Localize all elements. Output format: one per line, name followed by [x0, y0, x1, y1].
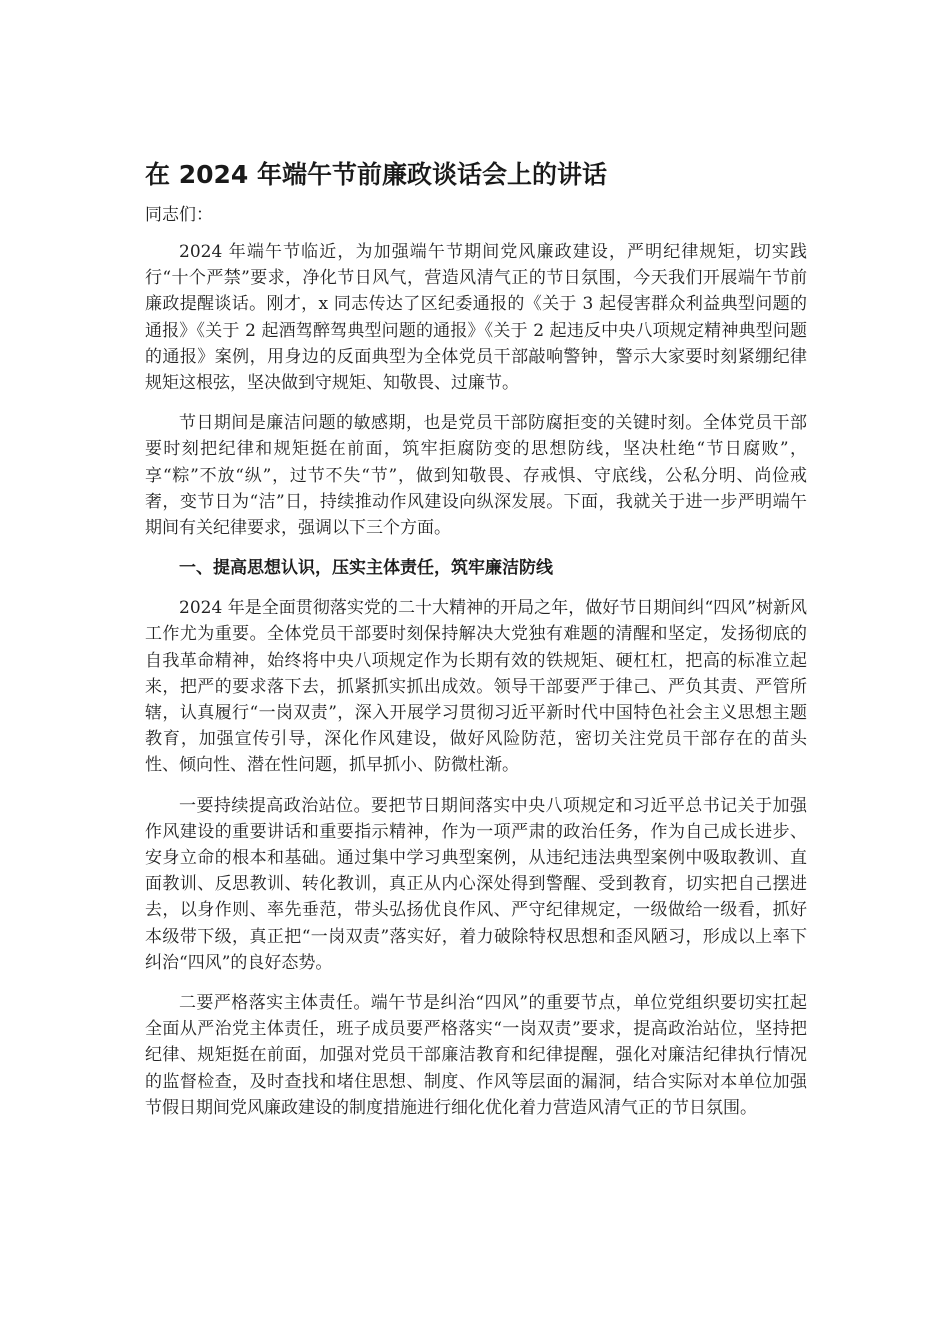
paragraph: 2024 年是全面贯彻落实党的二十大精神的开局之年，做好节日期间纠“四风”树新风工作尤为重要。全体党员干部要时刻保持解决大党独有难题的清醒和坚定，发扬彻底的自我革命精神，始终将中央八项规定作为长期有效的铁规矩、硬杠杠，把高的标准立起来，把严的要求落下去，抓紧抓实抓出成效。领导干部要严于律己、严负其责、严管所辖，认真履行“一岗双责”，深入开展学习贯彻习近平新时代中国特色社会主义思想主题教育，加强宣传引导，深化作风建设，做好风险防范，密切关注党员干部存在的苗头性、倾向性、潜在性问题，抓早抓小、防微杜渐。	[145, 598, 807, 776]
paragraph: 2024 年端午节临近，为加强端午节期间党风廉政建设，严明纪律规矩，切实践行“十个严禁”要求，净化节日风气，营造风清气正的节日氛围，今天我们开展端午节前廉政提醒谈话。刚才，x 同志传达了区纪委通报的《关于 3 起侵害群众利益典型问题的通报》《关于 2 起酒驾醉驾典型问题的通报》《关于 2 起违反中央八项规定精神典型问题的通报》案例，用身边的反面典型为全体党员干部敲响警钟，警示大家要时刻紧绷纪律规矩这根弦，坚决做到守规矩、知敬畏、过廉节。	[145, 242, 807, 394]
document-title: 在 2024 年端午节前廉政谈话会上的讲话	[145, 160, 607, 189]
paragraph: 节日期间是廉洁问题的敏感期，也是党员干部防腐拒变的关键时刻。全体党员干部要时刻把纪律和规矩挺在前面，筑牢拒腐防变的思想防线，坚决杜绝“节日腐败”，享“粽”不放“纵”，过节不失“节”，做到知敬畏、存戒惧、守底线，公私分明、尚俭戒奢，变节日为“洁”日，持续推动作风建设向纵深发展。下面，我就关于进一步严明端午期间有关纪律要求，强调以下三个方面。	[145, 413, 807, 539]
paragraph: 一要持续提高政治站位。要把节日期间落实中央八项规定和习近平总书记关于加强作风建设的重要讲话和重要指示精神，作为一项严肃的政治任务，作为自己成长进步、安身立命的根本和基础。通过集中学习典型案例，从违纪违法典型案例中吸取教训、直面教训、反思教训、转化教训，真正从内心深处得到警醒、受到教育，切实把自己摆进去，以身作则、率先垂范，带头弘扬优良作风、严守纪律规定，一级做给一级看，抓好本级带下级，真正把“一岗双责”落实好，着力破除特权思想和歪风陋习，形成以上率下纠治“四风”的良好态势。	[145, 795, 807, 973]
salutation: 同志们：	[145, 205, 213, 225]
section-heading: 一、提高思想认识，压实主体责任，筑牢廉洁防线	[179, 558, 553, 579]
paragraph: 二要严格落实主体责任。端午节是纠治“四风”的重要节点，单位党组织要切实扛起全面从严治党主体责任，班子成员要严格落实“一岗双责”要求，提高政治站位，坚持把纪律、规矩挺在前面，加强对党员干部廉洁教育和纪律提醒，强化对廉洁纪律执行情况的监督检查，及时查找和堵住思想、制度、作风等层面的漏洞，结合实际对本单位加强节假日期间党风廉政建设的制度措施进行细化优化着力营造风清气正的节日氛围。	[145, 993, 807, 1118]
document-body	[145, 154, 807, 1135]
